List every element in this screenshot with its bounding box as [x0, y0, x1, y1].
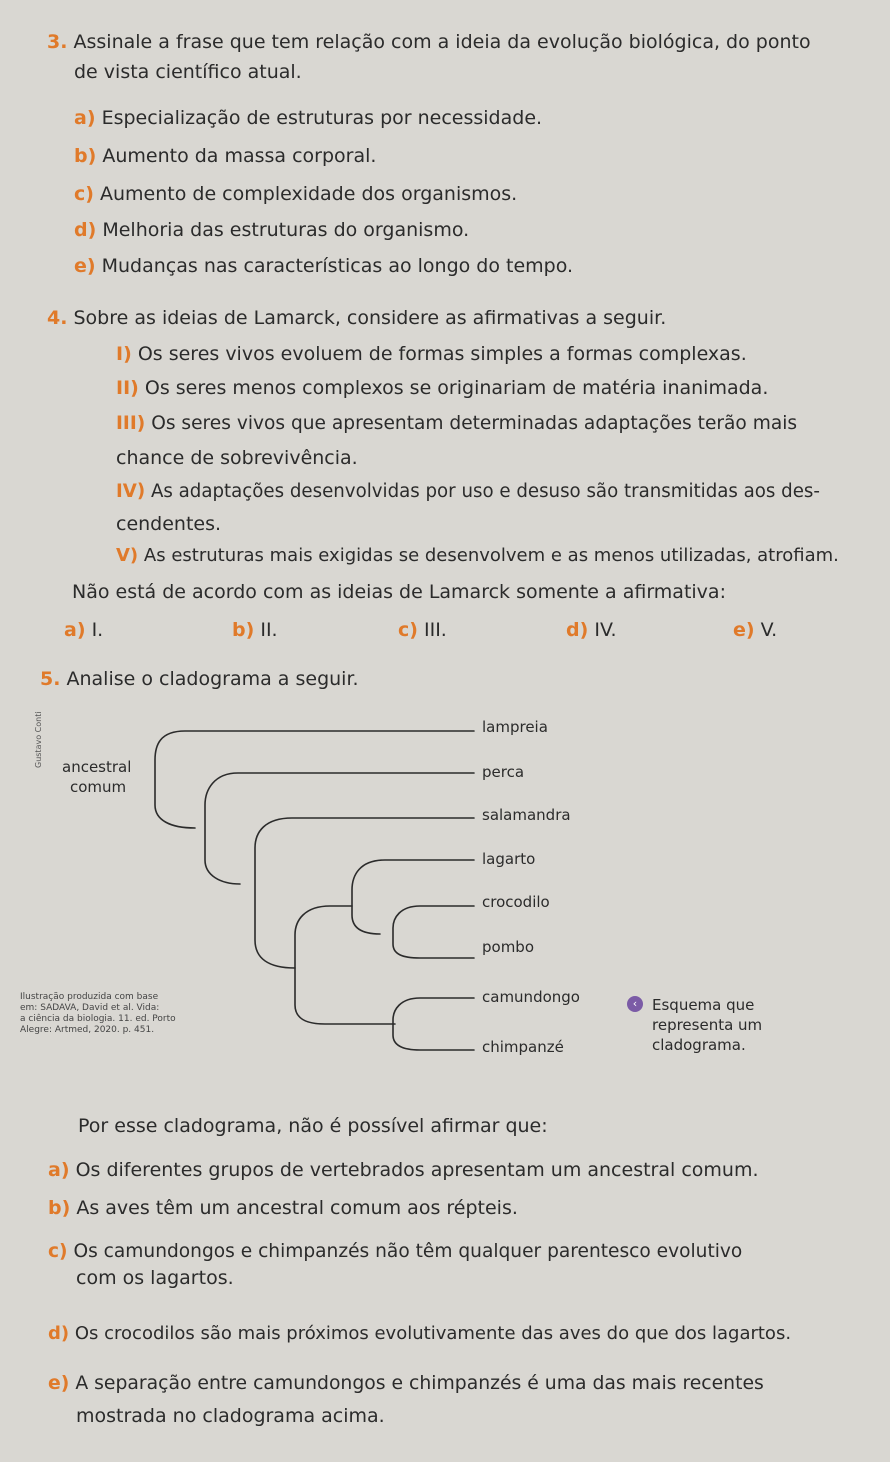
chevron-left-icon: ‹	[627, 996, 643, 1012]
answer-letter: a)	[64, 619, 86, 641]
q5-option-text: Os camundongos e chimpanzés não têm qualquer parentesco evolutivo	[73, 1241, 743, 1262]
caption-line1: Esquema que	[652, 996, 755, 1014]
q5-option-text: As aves têm um ancestral comum aos répteis.	[76, 1197, 518, 1219]
roman-numeral: I)	[116, 343, 132, 365]
taxon-label: chimpanzé	[482, 1038, 564, 1056]
clade-archosaurs	[393, 906, 474, 958]
answer-letter: b)	[232, 619, 255, 641]
q3-option-text: Especialização de estruturas por necessidade.	[101, 107, 543, 129]
q5-option-letter: e)	[48, 1373, 70, 1394]
q4-stem-text: Sobre as ideias de Lamarck, considere as afirmativas a seguir.	[73, 307, 667, 329]
taxon-label: pombo	[482, 938, 535, 956]
answer-text: I.	[91, 619, 104, 641]
q4-statement-iii-line2: chance de sobrevivência.	[116, 447, 358, 469]
q5-question: Por esse cladograma, não é possível afirmar que:	[78, 1115, 548, 1137]
source-credit-line: a ciência da biologia. 11. ed. Porto	[20, 1014, 176, 1024]
illustrator-credit: Gustavo Conti	[34, 711, 43, 768]
q5-option-e[interactable]	[48, 1372, 764, 1396]
q3-stem-line1: Assinale a frase que tem relação com a ideia da evolução biológica, do ponto	[73, 31, 811, 53]
clade-fish	[205, 773, 474, 884]
q3-option-text: Mudanças nas características ao longo do tempo.	[101, 255, 574, 277]
clade-tetrapods	[255, 818, 474, 968]
answer-text: IV.	[594, 619, 617, 641]
roman-numeral: III)	[116, 413, 146, 434]
caption-line3: cladograma.	[652, 1036, 746, 1054]
statement-text: As adaptações desenvolvidas por uso e desuso são transmitidas aos des-	[150, 481, 820, 502]
source-credit-line: em: SADAVA, David et al. Vida:	[20, 1003, 160, 1013]
q3-stem-line2: de vista científico atual.	[74, 61, 302, 83]
answer-letter: c)	[398, 619, 418, 641]
q4-question: Não está de acordo com as ideias de Lamarck somente a afirmativa:	[72, 581, 726, 603]
statement-text: Os seres menos complexos se originariam de matéria inanimada.	[144, 377, 769, 399]
q5-option-letter: b)	[48, 1197, 71, 1219]
statement-text: As estruturas mais exigidas se desenvolvem e as menos utilizadas, atrofiam.	[143, 545, 839, 566]
clade-mammals	[393, 998, 474, 1050]
q5-option-a[interactable]	[48, 1158, 759, 1182]
root-label-line2: comum	[70, 778, 127, 796]
taxon-label: lampreia	[482, 718, 548, 736]
q5-option-letter: d)	[48, 1323, 70, 1344]
q5-number: 5.	[40, 668, 61, 690]
q3-option-text: Melhoria das estruturas do organismo.	[102, 219, 470, 241]
q3-option-letter: c)	[74, 183, 94, 205]
answer-text: III.	[424, 619, 447, 641]
q5-option-e-line2: mostrada no cladograma acima.	[76, 1405, 385, 1427]
source-credit-line: Ilustração produzida com base	[20, 992, 159, 1002]
q4-statement-iv-line2: cendentes.	[116, 513, 222, 535]
clade-amniotes	[295, 906, 395, 1024]
q3-option-letter: a)	[74, 107, 96, 129]
caption-line2: representa um	[652, 1016, 763, 1034]
q5-option-d[interactable]	[48, 1322, 791, 1346]
q5-option-letter: c)	[48, 1241, 68, 1262]
q5-option-text: Os diferentes grupos de vertebrados apresentam um ancestral comum.	[75, 1159, 759, 1181]
answer-text: II.	[260, 619, 278, 641]
taxon-label: perca	[482, 763, 525, 781]
q5-option-b[interactable]	[48, 1196, 518, 1220]
q5-stem-text: Analise o cladograma a seguir.	[66, 668, 359, 690]
taxon-label: salamandra	[482, 806, 571, 824]
source-credit-line: Alegre: Artmed, 2020. p. 451.	[20, 1025, 155, 1035]
clade-reptiles	[352, 860, 474, 934]
roman-numeral: II)	[116, 377, 139, 399]
taxon-label: lagarto	[482, 850, 536, 868]
q5-option-c-line2: com os lagartos.	[76, 1267, 234, 1289]
answer-letter: e)	[733, 619, 755, 641]
answer-letter: d)	[566, 619, 589, 641]
answer-text: V.	[760, 619, 778, 641]
clade-root	[155, 731, 474, 828]
q5-option-c[interactable]	[48, 1240, 742, 1264]
q5-option-text: A separação entre camundongos e chimpanzés é uma das mais recentes	[75, 1373, 764, 1394]
q5-option-letter: a)	[48, 1159, 70, 1181]
q5-option-text: Os crocodilos são mais próximos evolutivamente das aves do que dos lagartos.	[74, 1323, 792, 1344]
q3-option-text: Aumento da massa corporal.	[102, 145, 377, 167]
q4-number: 4.	[47, 307, 68, 329]
roman-numeral: V)	[116, 545, 139, 566]
roman-numeral: IV)	[116, 481, 146, 502]
root-label-line1: ancestral	[62, 758, 132, 776]
statement-text: Os seres vivos que apresentam determinadas adaptações terão mais	[151, 413, 798, 434]
q3-number: 3.	[47, 31, 68, 53]
q3-option-letter: e)	[74, 255, 96, 277]
q3-option-letter: b)	[74, 145, 97, 167]
statement-text: Os seres vivos evoluem de formas simples a formas complexas.	[137, 343, 747, 365]
q3-option-letter: d)	[74, 219, 97, 241]
q3-option-text: Aumento de complexidade dos organismos.	[100, 183, 518, 205]
taxon-label: crocodilo	[482, 893, 550, 911]
taxon-label: camundongo	[482, 988, 580, 1006]
